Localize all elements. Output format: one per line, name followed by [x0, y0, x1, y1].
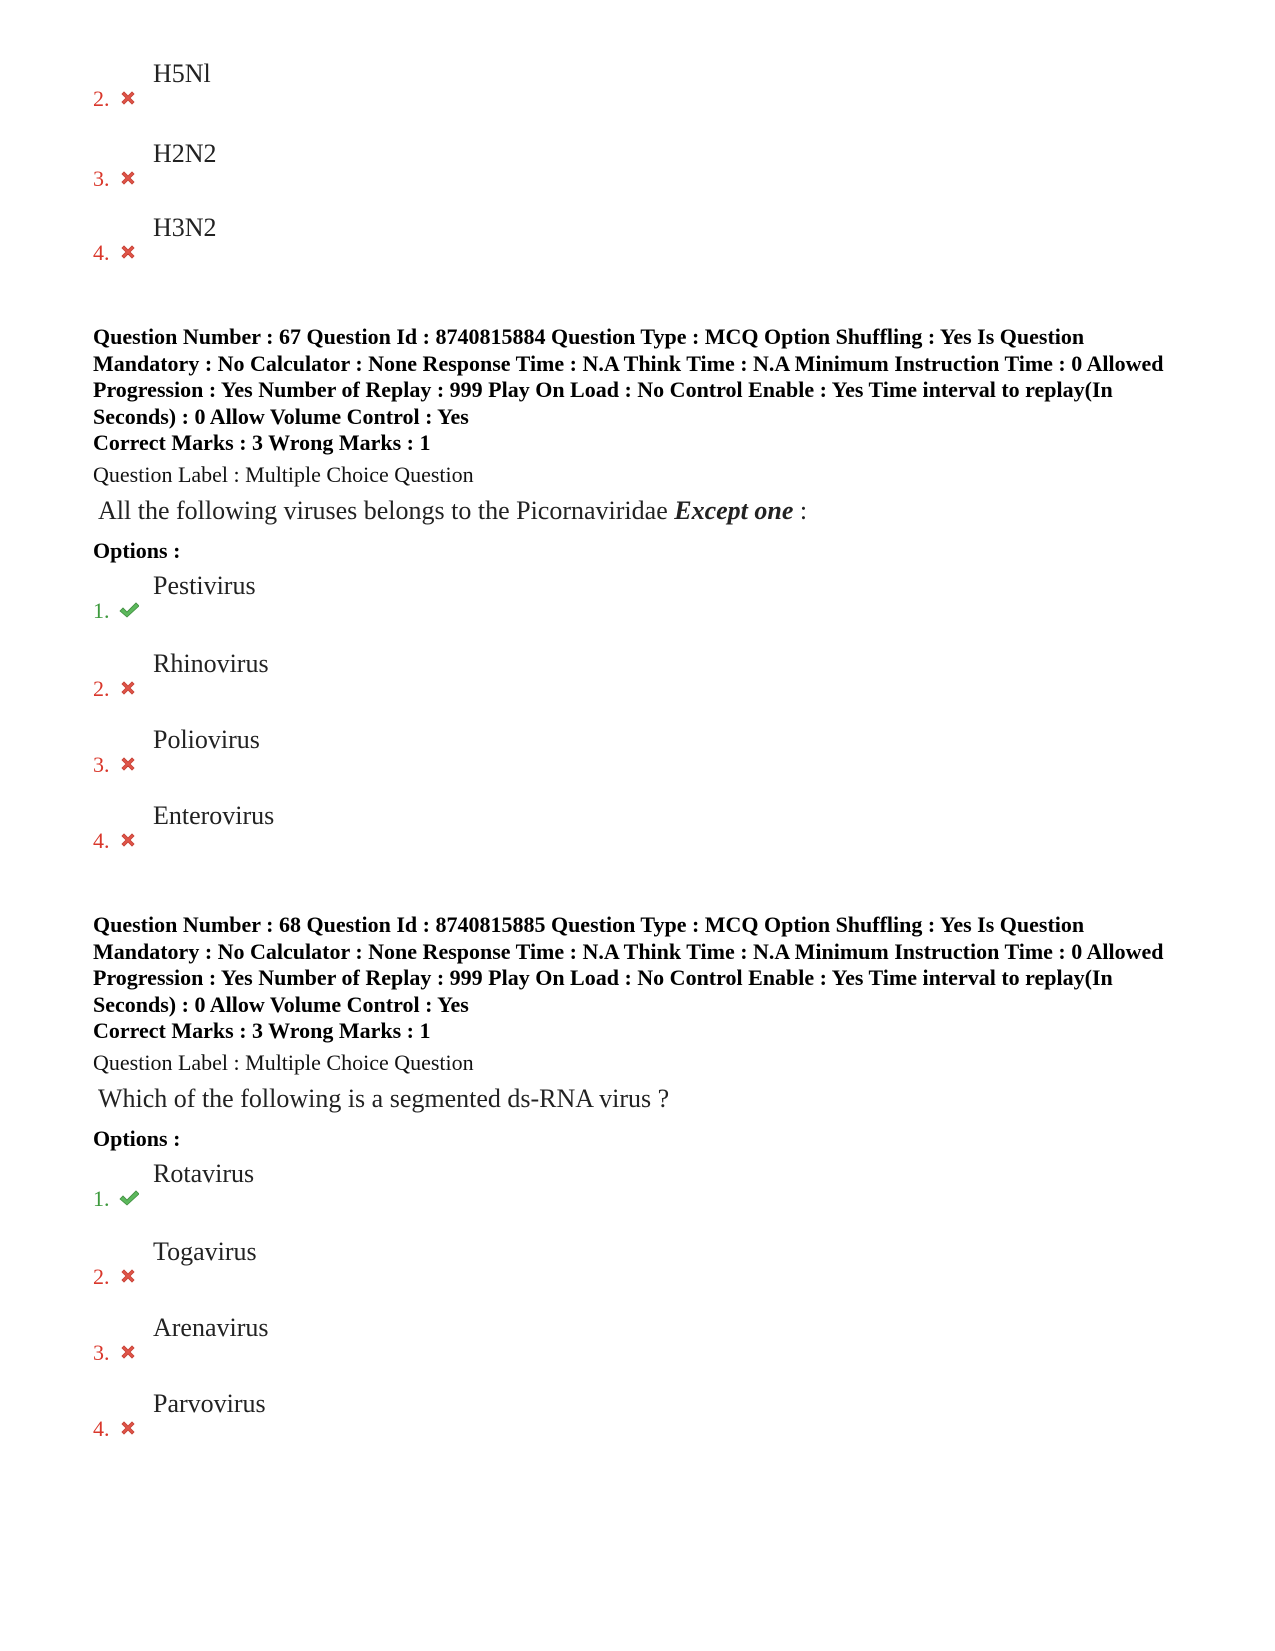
- question-text: Which of the following is a segmented ds-RNA virus ?: [98, 1084, 670, 1113]
- question-text: [98, 496, 807, 526]
- question-marks: Correct Marks : 3 Wrong Marks : 1: [93, 1018, 431, 1043]
- cross-icon: [119, 1343, 137, 1361]
- option-number: 2.: [93, 1264, 110, 1289]
- options-heading: Options :: [93, 1126, 181, 1151]
- option-item: [93, 60, 793, 110]
- cross-icon: [119, 243, 137, 261]
- option-item: [93, 1238, 793, 1288]
- option-item: [93, 1390, 793, 1440]
- option-number: 2.: [93, 676, 110, 701]
- option-number: 4.: [93, 1416, 110, 1441]
- cross-icon: [119, 755, 137, 773]
- question-marks: Correct Marks : 3 Wrong Marks : 1: [93, 430, 431, 455]
- option-text: Pestivirus: [153, 571, 256, 600]
- cross-icon: [119, 89, 137, 107]
- option-item: [93, 1314, 793, 1364]
- option-text: Poliovirus: [153, 725, 260, 754]
- cross-icon: [119, 169, 137, 187]
- option-number: 4.: [93, 828, 110, 853]
- option-item: [93, 1160, 793, 1210]
- option-number: 1.: [93, 598, 110, 623]
- option-text: Togavirus: [153, 1237, 257, 1266]
- question-text-main: All the following viruses belongs to the Picornaviridae: [98, 496, 675, 525]
- option-item: [93, 650, 793, 700]
- option-text: Enterovirus: [153, 801, 275, 830]
- check-icon: [119, 1189, 139, 1207]
- cross-icon: [119, 831, 137, 849]
- option-number: 4.: [93, 240, 110, 265]
- option-number: 3.: [93, 1340, 110, 1365]
- option-item: [93, 214, 793, 264]
- question-meta: Question Number : 67 Question Id : 8740815884 Question Type : MCQ Option Shuffling : Yes Is Question Mandatory : No Calculator : None Response Time : N.A Think Time : N.A Minimum Instruction Time : 0 Allowed Progression : Yes Number of Replay : 999 Play On Load : No Control Enable : Yes Time interval to replay(In Seconds) : 0 Allow Volume Control : Yes: [93, 324, 1164, 429]
- option-text: H5Nl: [153, 59, 211, 88]
- option-text: H2N2: [153, 139, 217, 168]
- question-text-end: :: [793, 496, 808, 525]
- option-number: 3.: [93, 166, 110, 191]
- option-item: [93, 726, 793, 776]
- question-label: Question Label : Multiple Choice Question: [93, 462, 474, 487]
- option-text: Rhinovirus: [153, 649, 269, 678]
- option-item: [93, 802, 793, 852]
- check-icon: [119, 601, 139, 619]
- option-item: [93, 572, 793, 622]
- question-text-emphasis: Except one: [674, 496, 794, 525]
- option-text: H3N2: [153, 213, 217, 242]
- option-number: 2.: [93, 86, 110, 111]
- option-number: 3.: [93, 752, 110, 777]
- cross-icon: [119, 1267, 137, 1285]
- cross-icon: [119, 1419, 137, 1437]
- cross-icon: [119, 679, 137, 697]
- options-heading: Options :: [93, 538, 181, 563]
- option-text: Parvovirus: [153, 1389, 266, 1418]
- option-text: Rotavirus: [153, 1159, 255, 1188]
- option-number: 1.: [93, 1186, 110, 1211]
- question-meta: Question Number : 68 Question Id : 8740815885 Question Type : MCQ Option Shuffling : Yes Is Question Mandatory : No Calculator : None Response Time : N.A Think Time : N.A Minimum Instruction Time : 0 Allowed Progression : Yes Number of Replay : 999 Play On Load : No Control Enable : Yes Time interval to replay(In Seconds) : 0 Allow Volume Control : Yes: [93, 912, 1164, 1017]
- option-item: [93, 140, 793, 190]
- question-label: Question Label : Multiple Choice Question: [93, 1050, 474, 1075]
- option-text: Arenavirus: [153, 1313, 269, 1342]
